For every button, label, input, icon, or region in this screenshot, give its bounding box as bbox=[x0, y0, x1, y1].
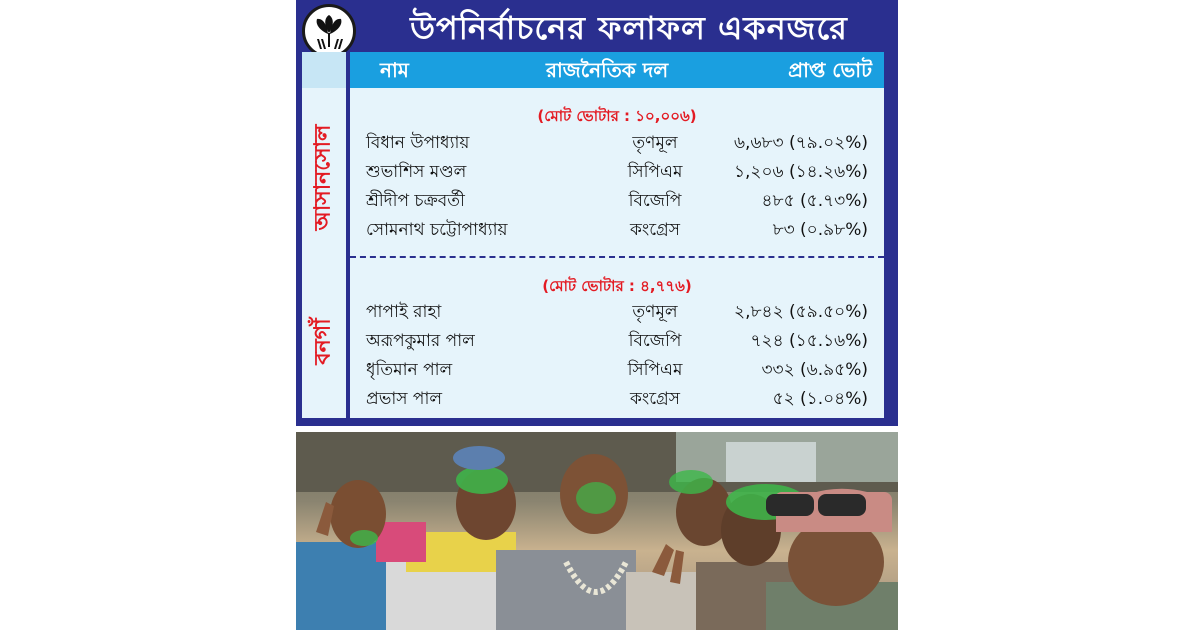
candidate-name: ধৃতিমান পাল bbox=[366, 360, 453, 380]
table-row bbox=[350, 216, 884, 244]
candidate-party: কংগ্রেস bbox=[629, 389, 680, 409]
candidate-name: শ্রীদীপ চক্রবর্তী bbox=[366, 191, 465, 211]
headline: উপনির্বাচনের ফলাফল একনজরে bbox=[410, 9, 848, 47]
celebration-photo bbox=[296, 432, 898, 630]
table-row bbox=[350, 158, 884, 186]
candidate-votes: ২,৮৪২ (৫৯.৫০%) bbox=[734, 302, 868, 322]
candidate-name: বিধান উপাধ্যায় bbox=[366, 133, 470, 153]
constituency-strip bbox=[302, 52, 346, 418]
table-row bbox=[350, 356, 884, 384]
candidate-votes: ৮৩ (০.৯৮%) bbox=[772, 220, 868, 240]
candidate-votes: ৪৮৫ (৫.৭৩%) bbox=[761, 191, 868, 211]
column-header-party: রাজনৈতিক দল bbox=[546, 58, 669, 82]
candidate-name: সোমনাথ চট্টোপাধ্যায় bbox=[366, 220, 508, 240]
candidate-votes: ৩৩২ (৬.৯৫%) bbox=[761, 360, 868, 380]
candidate-votes: ৫২ (১.০৪%) bbox=[772, 389, 868, 409]
section-divider bbox=[350, 256, 884, 258]
table-row bbox=[350, 385, 884, 413]
candidate-party: বিজেপি bbox=[628, 191, 682, 211]
constituency-label-asansol: আসানসোল bbox=[310, 124, 336, 230]
candidate-party: কংগ্রেস bbox=[629, 220, 680, 240]
candidate-votes: ৬,৬৮৩ (৭৯.০২%) bbox=[733, 133, 868, 153]
total-voters-bangaon: (মোট ভোটার : ৪,৭৭৬) bbox=[542, 277, 692, 295]
crowd-illustration bbox=[296, 432, 898, 630]
party-flower-logo-icon bbox=[302, 4, 356, 58]
candidate-party: সিপিএম bbox=[627, 162, 683, 182]
table-row bbox=[350, 327, 884, 355]
candidate-name: অরূপকুমার পাল bbox=[366, 331, 475, 351]
constituency-label-bangaon: বনগাঁ bbox=[310, 317, 336, 365]
column-header-name: নাম bbox=[380, 58, 409, 82]
candidate-name: প্রভাস পাল bbox=[366, 389, 443, 409]
candidate-votes: ১,২০৬ (১৪.২৬%) bbox=[734, 162, 868, 182]
candidate-name: পাপাই রাহা bbox=[366, 302, 442, 322]
total-voters-asansol: (মোট ভোটার : ১০,০০৬) bbox=[537, 107, 697, 125]
column-header-votes: প্রাপ্ত ভোট bbox=[788, 58, 872, 82]
table-row bbox=[350, 187, 884, 215]
candidate-name: শুভাশিস মণ্ডল bbox=[366, 162, 467, 182]
candidate-party: সিপিএম bbox=[627, 360, 683, 380]
strip-header-blank bbox=[302, 52, 346, 88]
candidate-party: তৃণমূল bbox=[632, 302, 678, 322]
table-row bbox=[350, 298, 884, 326]
column-header-row bbox=[350, 52, 884, 88]
candidate-votes: ৭২৪ (১৫.১৬%) bbox=[750, 331, 868, 351]
candidate-party: তৃণমূল bbox=[632, 133, 678, 153]
candidate-party: বিজেপি bbox=[628, 331, 682, 351]
table-row bbox=[350, 129, 884, 157]
